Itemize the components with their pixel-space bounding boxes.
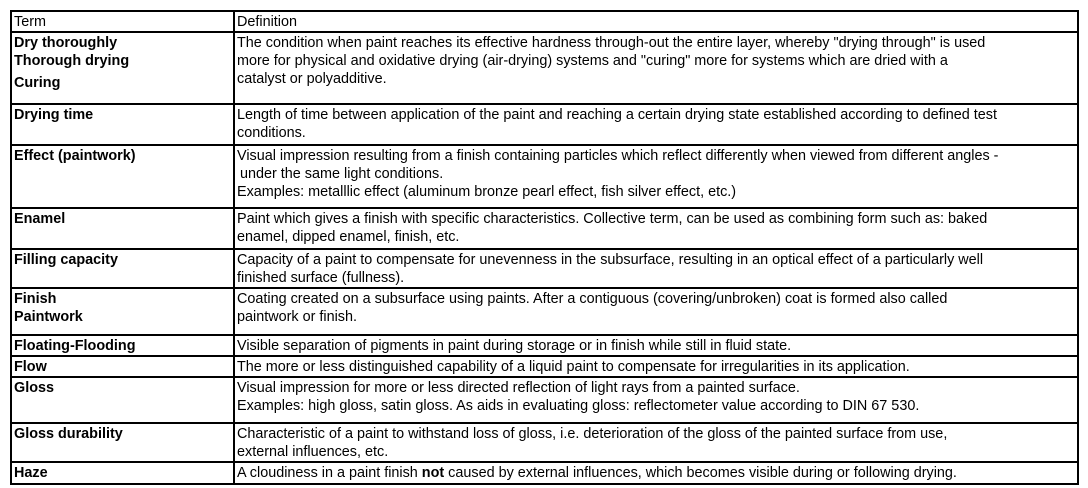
definition-text: Visual impression for more or less directed reflection of light rays from a painted surface. (237, 380, 800, 396)
term-cell (11, 462, 234, 484)
table-row (11, 249, 1078, 288)
term-cell (11, 249, 234, 288)
term-cell (11, 356, 234, 377)
table-row (11, 208, 1078, 249)
term-text: Floating-Flooding (14, 338, 136, 354)
definition-cell (234, 423, 1078, 462)
term-text: Flow (14, 359, 47, 375)
definition-text: Characteristic of a paint to withstand loss of gloss, i.e. deterioration of the gloss of the painted surface from use, (237, 426, 948, 442)
definition-text: catalyst or polyadditive. (237, 71, 387, 87)
table-row (11, 423, 1078, 462)
term-cell (11, 32, 234, 104)
table-row (11, 288, 1078, 335)
table-row (11, 462, 1078, 484)
term-text: Gloss durability (14, 426, 123, 442)
term-text: Filling capacity (14, 252, 118, 268)
glossary-table (10, 10, 1079, 485)
table-row (11, 356, 1078, 377)
definition-text: The condition when paint reaches its effective hardness through-out the entire layer, whereby "drying through" is used (237, 35, 986, 51)
definition-cell (234, 335, 1078, 356)
term-cell (11, 208, 234, 249)
term-cell (11, 145, 234, 208)
definition-cell (234, 32, 1078, 104)
term-cell (11, 104, 234, 145)
term-text: Gloss (14, 380, 54, 396)
term-text: Curing (14, 75, 61, 91)
term-text: Haze (14, 465, 48, 481)
definition-text: paintwork or finish. (237, 309, 357, 325)
definition-text: under the same light conditions. (240, 166, 444, 182)
definition-cell (234, 377, 1078, 423)
term-cell (11, 377, 234, 423)
term-text: Effect (paintwork) (14, 148, 136, 164)
table-row (11, 145, 1078, 208)
header-row (11, 11, 1078, 32)
header-term: Term (11, 11, 234, 32)
definition-text: Paint which gives a finish with specific characteristics. Collective term, can be used as combining form such as: baked (237, 211, 988, 227)
definition-text: Capacity of a paint to compensate for unevenness in the subsurface, resulting in an optical effect of a particularly well (237, 252, 984, 268)
definition-cell (234, 104, 1078, 145)
table-row (11, 104, 1078, 145)
definition-text: more for physical and oxidative drying (air-drying) systems and "curing" more for systems which are dried with a (237, 53, 948, 69)
definition-emphasis: not (421, 465, 445, 481)
term-text: Drying time (14, 107, 94, 123)
table-row (11, 377, 1078, 423)
term-text: Paintwork (14, 309, 83, 325)
definition-text: enamel, dipped enamel, finish, etc. (237, 229, 460, 245)
definition-text: Coating created on a subsurface using paints. After a contiguous (covering/unbroken) coat is formed also called (237, 291, 948, 307)
definition-text (237, 464, 1075, 482)
definition-text: Visual impression resulting from a finish containing particles which reflect differently when viewed from different angles - (237, 148, 999, 164)
definition-text-after: caused by external influences, which becomes visible during or following drying. (444, 465, 957, 481)
table-row (11, 32, 1078, 104)
definition-text: conditions. (237, 125, 306, 141)
definition-cell (234, 356, 1078, 377)
definition-cell (234, 208, 1078, 249)
definition-cell (234, 462, 1078, 484)
term-cell (11, 335, 234, 356)
definition-text: external influences, etc. (237, 444, 389, 460)
definition-cell (234, 249, 1078, 288)
definition-text: Examples: metalllic effect (aluminum bronze pearl effect, fish silver effect, etc.) (237, 184, 737, 200)
definition-text-before: A cloudiness in a paint finish (237, 465, 422, 481)
definition-text: Visible separation of pigments in paint during storage or in finish while still in fluid state. (237, 338, 792, 354)
definition-text: Examples: high gloss, satin gloss. As aids in evaluating gloss: reflectometer value according to DIN 67 530. (237, 398, 920, 414)
term-text: Dry thoroughly (14, 35, 118, 51)
definition-text: The more or less distinguished capability of a liquid paint to compensate for irregularities in its application. (237, 359, 910, 375)
term-text: Enamel (14, 211, 66, 227)
term-text: Thorough drying (14, 53, 130, 69)
definition-text: finished surface (fullness). (237, 270, 405, 286)
term-cell (11, 423, 234, 462)
term-cell (11, 288, 234, 335)
definition-cell (234, 145, 1078, 208)
definition-cell (234, 288, 1078, 335)
header-definition: Definition (234, 11, 1078, 32)
term-text: Finish (14, 291, 57, 307)
table-row (11, 335, 1078, 356)
definition-text: Length of time between application of the paint and reaching a certain drying state established according to defined test (237, 107, 998, 123)
